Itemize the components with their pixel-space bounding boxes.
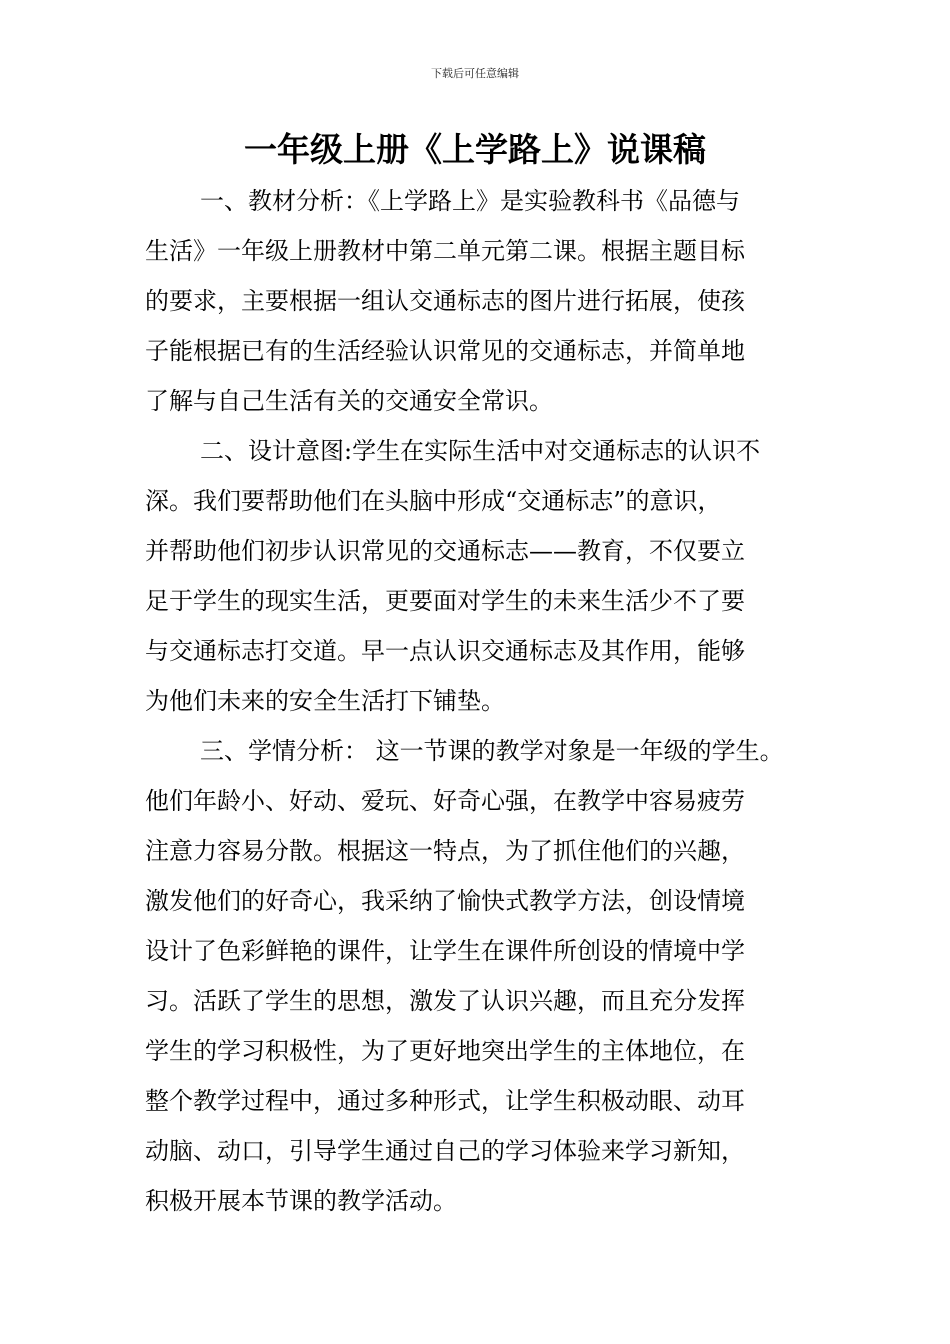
- section-student-analysis: [145, 726, 817, 1226]
- paragraph-line: 足于学生的现实生活，更要面对学生的未来生活少不了要: [145, 587, 745, 615]
- paragraph-line: 与交通标志打交道。早一点认识交通标志及其作用，能够: [145, 637, 745, 665]
- paragraph-line: 习。活跃了学生的思想，激发了认识兴趣，而且充分发挥: [145, 987, 745, 1015]
- paragraph-line: 生活》一年级上册教材中第二单元第二课。根据主题目标: [145, 237, 745, 265]
- paragraph-line: 设计了色彩鲜艳的课件，让学生在课件所创设的情境中学: [145, 937, 745, 965]
- document-title: 一年级上册《上学路上》说课稿: [244, 130, 706, 169]
- paragraph-line: 他们年龄小、好动、爱玩、好奇心强，在教学中容易疲劳: [145, 787, 745, 815]
- section-textbook-analysis: [145, 176, 817, 426]
- paragraph-line: 子能根据已有的生活经验认识常见的交通标志，并简单地: [145, 337, 745, 365]
- paragraph-line: 深。我们要帮助他们在头脑中形成“交通标志”的意识，: [145, 487, 722, 515]
- document-body: [145, 176, 817, 1226]
- paragraph-line: 的要求，主要根据一组认交通标志的图片进行拓展，使孩: [145, 287, 745, 315]
- paragraph-line: 整个教学过程中，通过多种形式，让学生积极动眼、动耳: [145, 1087, 745, 1115]
- paragraph-line: 二、设计意图:学生在实际生活中对交通标志的认识不: [200, 437, 761, 465]
- paragraph-line: 并帮助他们初步认识常见的交通标志——教育，不仅要立: [145, 537, 745, 565]
- paragraph-line: 了解与自己生活有关的交通安全常识。: [145, 387, 553, 415]
- paragraph-line: 学生的学习积极性，为了更好地突出学生的主体地位，在: [145, 1037, 745, 1065]
- paragraph-line: 动脑、动口，引导学生通过自己的学习体验来学习新知，: [145, 1137, 745, 1165]
- header-note: 下载后可任意编辑: [431, 67, 519, 80]
- paragraph-line: 积极开展本节课的教学活动。: [145, 1187, 457, 1215]
- paragraph-line: 注意力容易分散。根据这一特点，为了抓住他们的兴趣，: [145, 837, 745, 865]
- paragraph-line: 三、学情分析： 这一节课的教学对象是一年级的学生。: [200, 737, 784, 765]
- paragraph-line: 一、教材分析：《上学路上》是实验教科书《品德与: [200, 187, 740, 215]
- paragraph-line: 激发他们的好奇心，我采纳了愉快式教学方法，创设情境: [145, 887, 745, 915]
- section-design-intent: [145, 426, 817, 726]
- paragraph-line: 为他们未来的安全生活打下铺垫。: [145, 687, 505, 715]
